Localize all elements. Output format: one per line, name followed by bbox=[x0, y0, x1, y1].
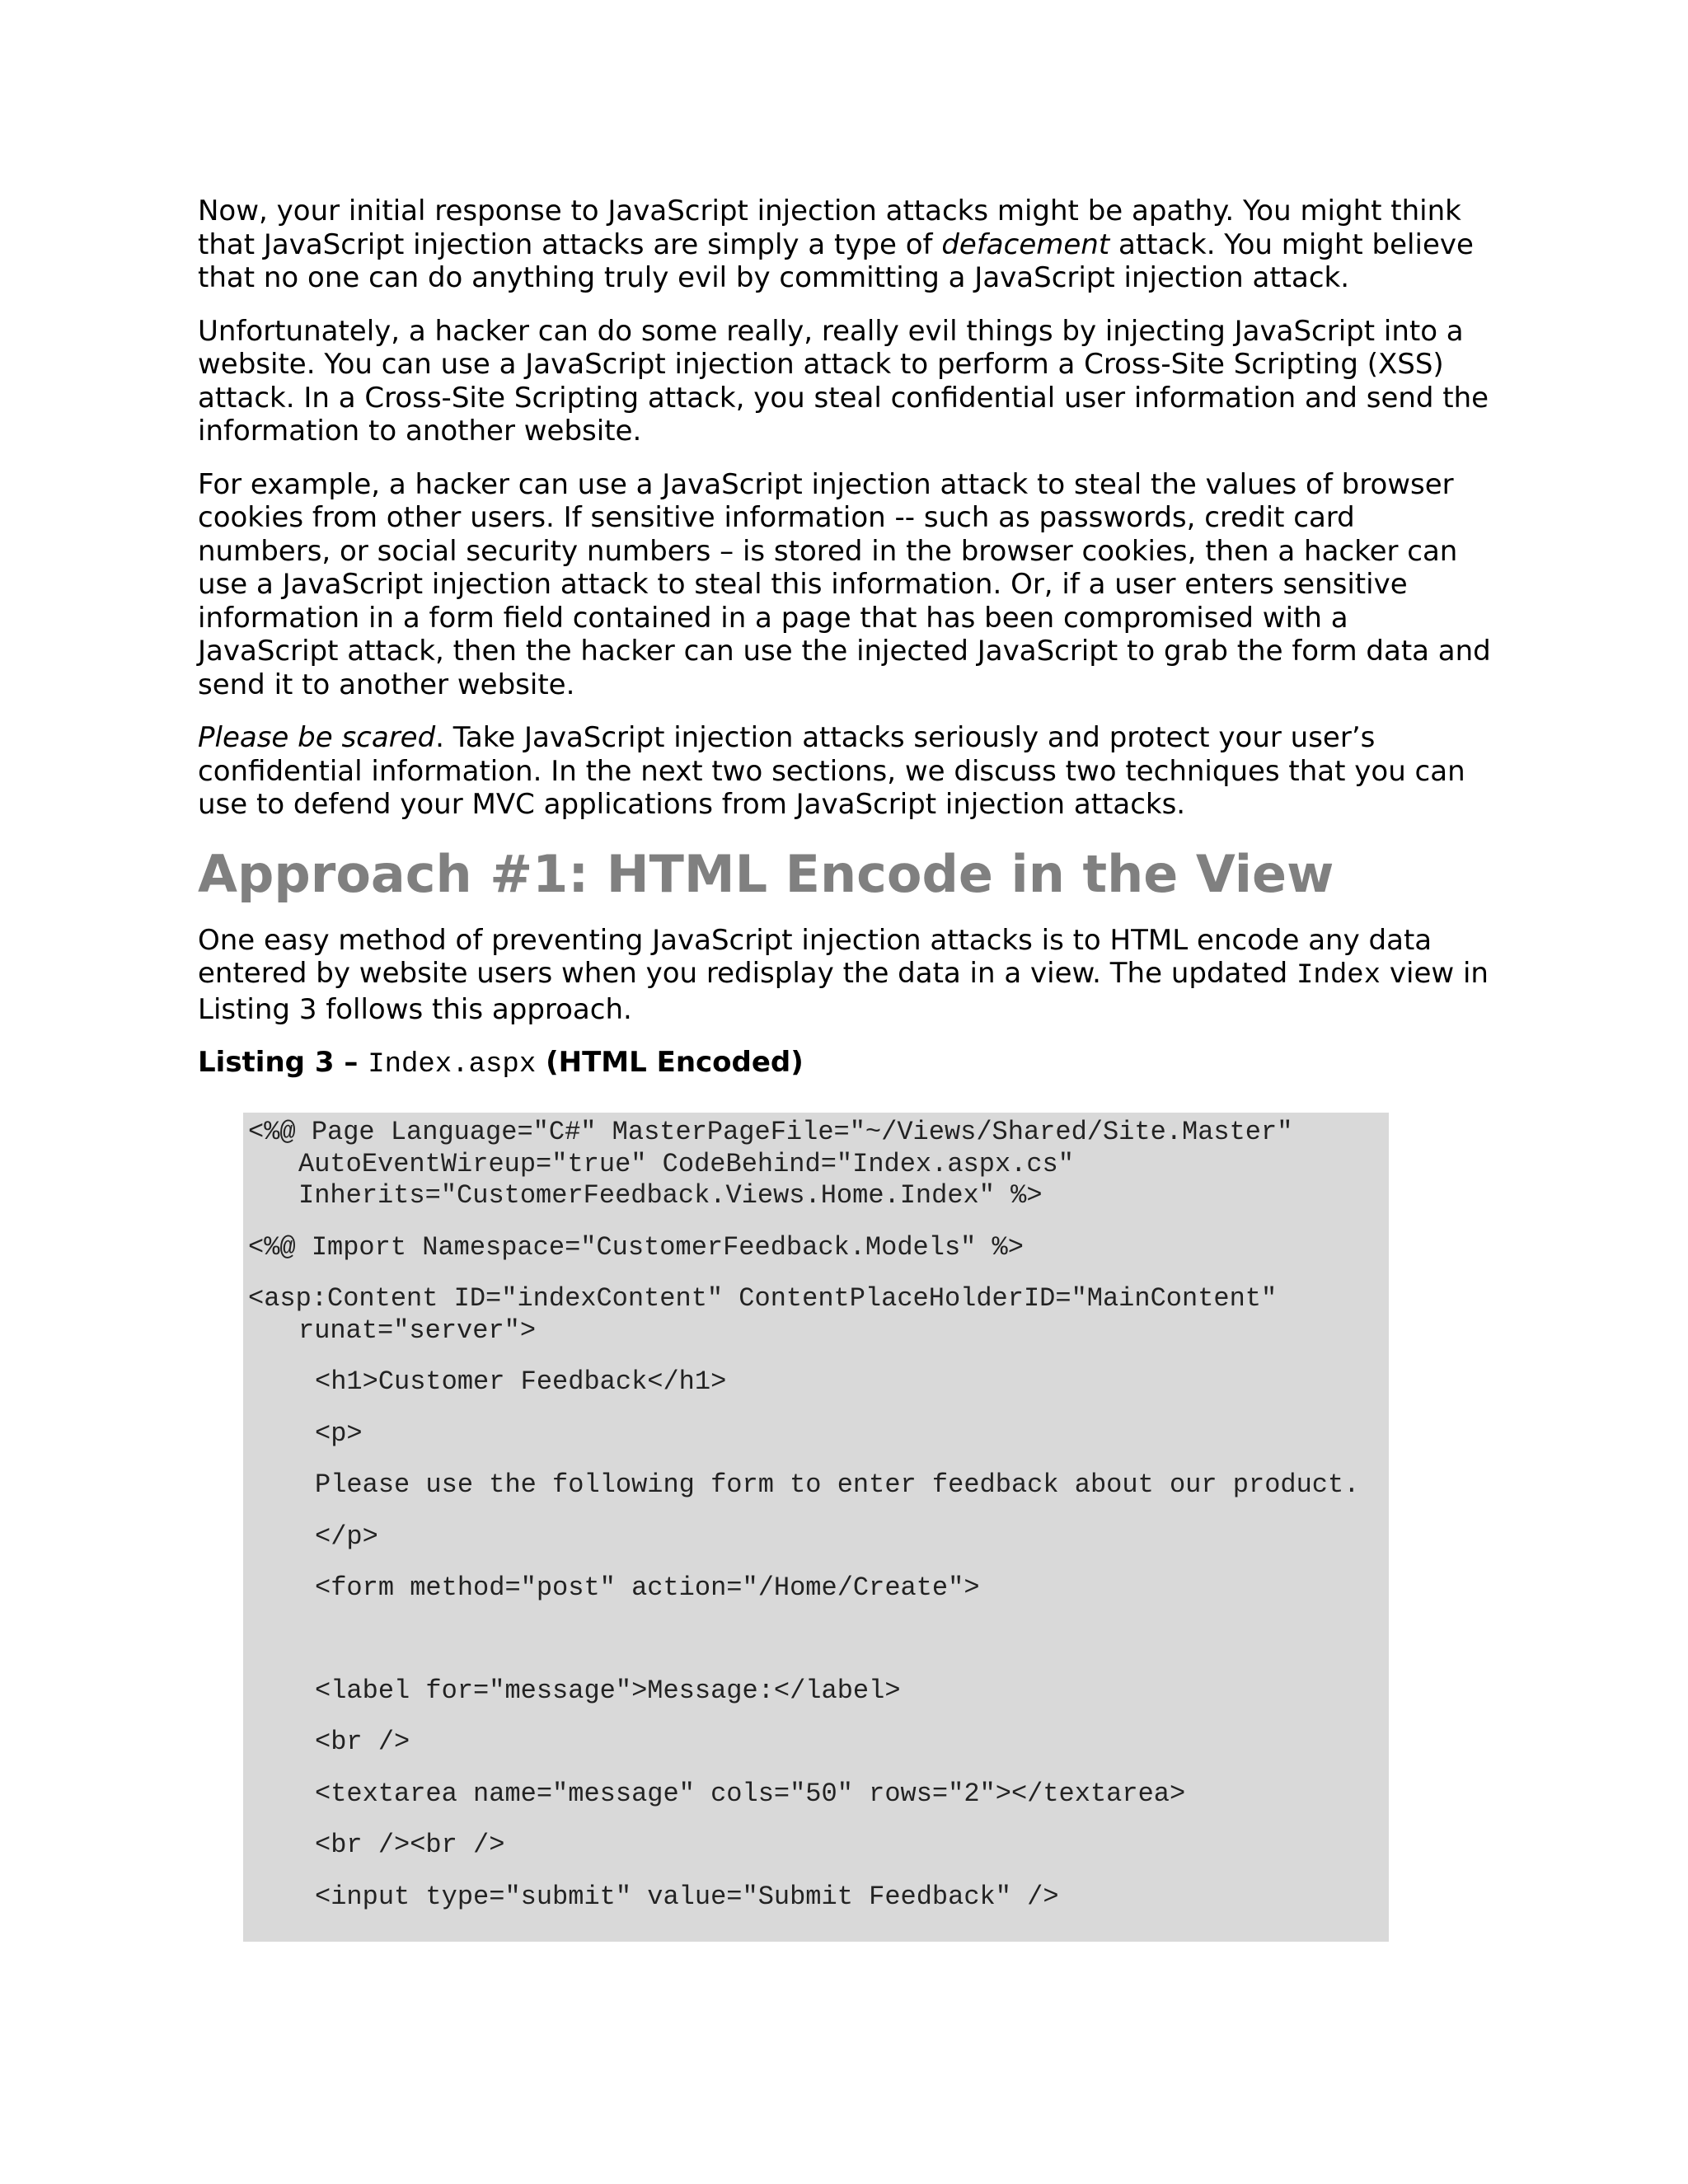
paragraph-xss: Unfortunately, a hacker can do some really, really evil things by injecting JavaScript into a website. You can use a JavaScript injection attack to perform a Cross-Site Scripting (XSS) attack. In a Cross-Site Scripting attack, you steal confidential user information and send the information to another website. bbox=[198, 314, 1489, 448]
listing-number: Listing 3 – bbox=[198, 1046, 368, 1079]
text-run: view in Listing 3 follows this approach. bbox=[198, 957, 1489, 1026]
code-line: <input type="submit" value="Submit Feedback" /> bbox=[315, 1881, 1059, 1912]
emphasis-defacement: defacement bbox=[941, 227, 1110, 261]
paragraph-example: For example, a hacker can use a JavaScript injection attack to steal the values of browser cookies from other users. If sensitive information -- such as passwords, credit card numbers, or social security numbers – is stored in the browser cookies, then a hacker can use a JavaScript injection attack to steal this information. Or, if a user enters sensitive information in a form field contained in a page that has been compromised with a JavaScript attack, then the hacker can use the injected JavaScript to grab the form data and send it to another website. bbox=[198, 467, 1491, 701]
code-line: <br /><br /> bbox=[315, 1830, 505, 1860]
emphasis-please-be-scared: Please be scared bbox=[198, 721, 436, 754]
document-body bbox=[198, 194, 1492, 1092]
code-line: <br /> bbox=[315, 1727, 410, 1757]
code-line: Please use the following form to enter feedback about our product. bbox=[315, 1469, 1360, 1500]
text-run: Now, your initial response to JavaScript injection attacks might be apathy. You might think that JavaScript injection attacks are simply a type of bbox=[198, 194, 1461, 261]
code-line: </p> bbox=[315, 1521, 378, 1552]
code-blank-line bbox=[248, 1624, 1381, 1656]
text-run: One easy method of preventing JavaScript injection attacks is to HTML encode any data entered by website users when you redisplay the data in a view. The updated bbox=[198, 923, 1432, 990]
code-line: <textarea name="message" cols="50" rows="2"></textarea> bbox=[315, 1778, 1186, 1809]
code-line: <%@ Import Namespace="CustomerFeedback.Models" %> bbox=[248, 1231, 1024, 1263]
code-line: <label for="message">Message:</label> bbox=[315, 1675, 901, 1706]
paragraph-approach bbox=[198, 924, 1492, 1027]
text-run: . Take JavaScript injection attacks seriously and protect your user’s confidential information. In the next two sections, we discuss two techniques that you can use to defend your MVC applications from JavaScript injection attacks. bbox=[198, 721, 1465, 821]
code-line: <asp:Content ID="indexContent" ContentPlaceHolderID="MainContent" runat="server"> bbox=[248, 1283, 1293, 1346]
inline-code-index: Index bbox=[1296, 960, 1381, 991]
code-listing bbox=[243, 1113, 1389, 1942]
paragraph-be-scared bbox=[198, 721, 1492, 822]
listing-filename: Index.aspx bbox=[368, 1049, 537, 1080]
code-line: <p> bbox=[315, 1418, 363, 1449]
code-line: <h1>Customer Feedback</h1> bbox=[315, 1366, 727, 1397]
text-run: attack. You might believe that no one can do anything truly evil by committing a JavaScript injection attack. bbox=[198, 227, 1474, 294]
code-line: <form method="post" action="/Home/Create"> bbox=[315, 1572, 980, 1603]
section-heading: Approach #1: HTML Encode in the View bbox=[198, 843, 1334, 904]
code-line: <%@ Page Language="C#" MasterPageFile="~/Views/Shared/Site.Master" AutoEventWireup="true" CodeBehind="Index.aspx.cs" Inherits="CustomerFeedback.Views.Home.Index" %> bbox=[248, 1117, 1309, 1211]
paragraph-apathy bbox=[198, 194, 1492, 295]
listing-caption bbox=[198, 1046, 1492, 1082]
listing-suffix: (HTML Encoded) bbox=[536, 1046, 804, 1079]
